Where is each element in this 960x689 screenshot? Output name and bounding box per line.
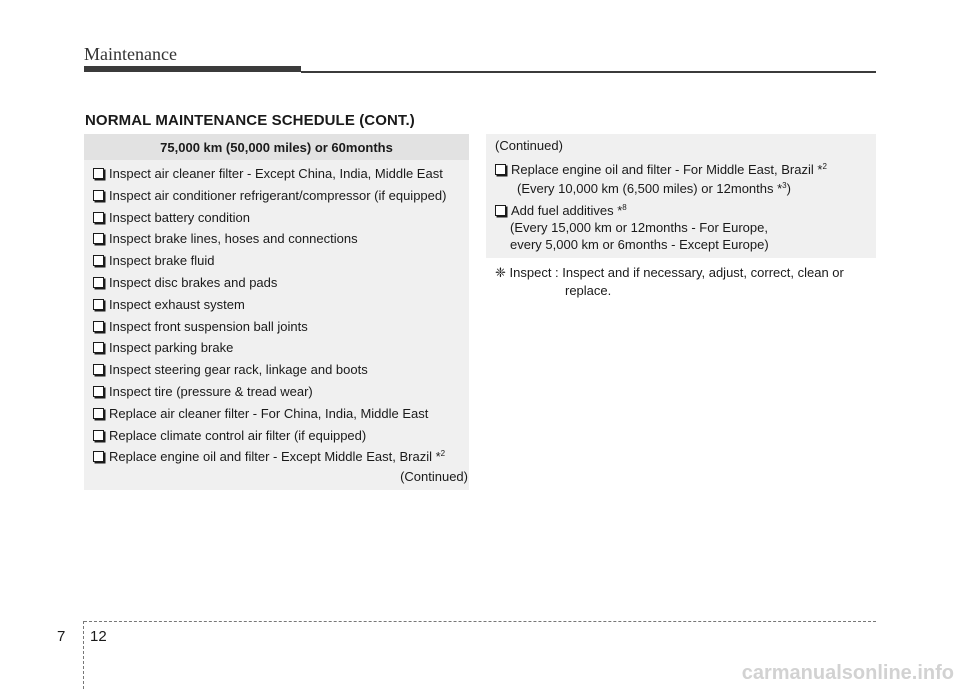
footnote-marker: 3: [782, 181, 787, 190]
continued-label: (Continued): [400, 469, 468, 484]
footnote-marker: 2: [822, 162, 827, 171]
checkbox-icon: [495, 164, 506, 175]
schedule-item: Replace climate control air filter (if equipped): [93, 425, 446, 447]
footnote-marker: 2: [440, 449, 446, 459]
schedule-item: Add fuel additives *$^8$ (Every 15,000 km or 12months - For Europe, every 5,000 km or 6months - Except Europe): [495, 202, 769, 253]
schedule-item: Inspect brake lines, hoses and connections: [93, 228, 446, 250]
schedule-item: Inspect disc brakes and pads: [93, 272, 446, 294]
footer-rule: [84, 621, 876, 622]
watermark: carmanualsonline.info: [741, 662, 954, 684]
schedule-item: Inspect brake fluid: [93, 250, 446, 272]
checkbox-icon: [93, 451, 104, 462]
page-header-title: Maintenance: [84, 44, 177, 64]
schedule-table-left: [84, 134, 469, 490]
schedule-item-detail: (Every 15,000 km or 12months - For Europe,: [510, 220, 768, 235]
checkbox-icon: [93, 277, 104, 288]
checkbox-icon: [93, 299, 104, 310]
schedule-item: Inspect tire (pressure & tread wear): [93, 381, 446, 403]
checkbox-icon: [93, 190, 104, 201]
checkbox-icon: [93, 430, 104, 441]
schedule-item: Replace engine oil and filter - Except Middle East, Brazil *$^2$: [93, 446, 446, 468]
inspect-note: ❈ Inspect : Inspect and if necessary, adjust, correct, clean or replace.: [495, 265, 844, 298]
checkbox-icon: [93, 386, 104, 397]
checkbox-icon: [93, 408, 104, 419]
schedule-item: Replace air cleaner filter - For China, India, Middle East: [93, 403, 446, 425]
schedule-item: Inspect exhaust system: [93, 294, 446, 316]
schedule-item: Inspect parking brake: [93, 337, 446, 359]
checkbox-icon: [93, 168, 104, 179]
schedule-item-detail: every 5,000 km or 6months - Except Europe): [510, 237, 769, 252]
schedule-item-list: [93, 163, 446, 468]
chapter-number: 7: [57, 628, 66, 645]
section-heading: NORMAL MAINTENANCE SCHEDULE (CONT.): [85, 112, 415, 129]
checkbox-icon: [495, 205, 506, 216]
checkbox-icon: [93, 342, 104, 353]
schedule-item: Inspect front suspension ball joints: [93, 316, 446, 338]
checkbox-icon: [93, 212, 104, 223]
schedule-item: Replace engine oil and filter - For Middle East, Brazil *$^2$ (Every 10,000 km (6,500 miles) or 12months *$^3$): [495, 160, 827, 198]
footnote-marker: 8: [622, 203, 627, 212]
header-rule-thick: [84, 66, 301, 72]
note-symbol-icon: ❈: [495, 265, 506, 280]
schedule-item: Inspect air cleaner filter - Except China, India, Middle East: [93, 163, 446, 185]
header-rule-thin: [301, 71, 876, 73]
page-number: 12: [90, 628, 107, 645]
schedule-table-right: [486, 134, 876, 258]
checkbox-icon: [93, 321, 104, 332]
footer-divider: [83, 621, 84, 689]
continued-label: (Continued): [495, 138, 563, 153]
schedule-interval-header: 75,000 km (50,000 miles) or 60months: [84, 134, 469, 160]
schedule-item: Inspect air conditioner refrigerant/compressor (if equipped): [93, 185, 446, 207]
checkbox-icon: [93, 255, 104, 266]
schedule-item: Inspect steering gear rack, linkage and boots: [93, 359, 446, 381]
schedule-item: Inspect battery condition: [93, 207, 446, 229]
checkbox-icon: [93, 233, 104, 244]
checkbox-icon: [93, 364, 104, 375]
